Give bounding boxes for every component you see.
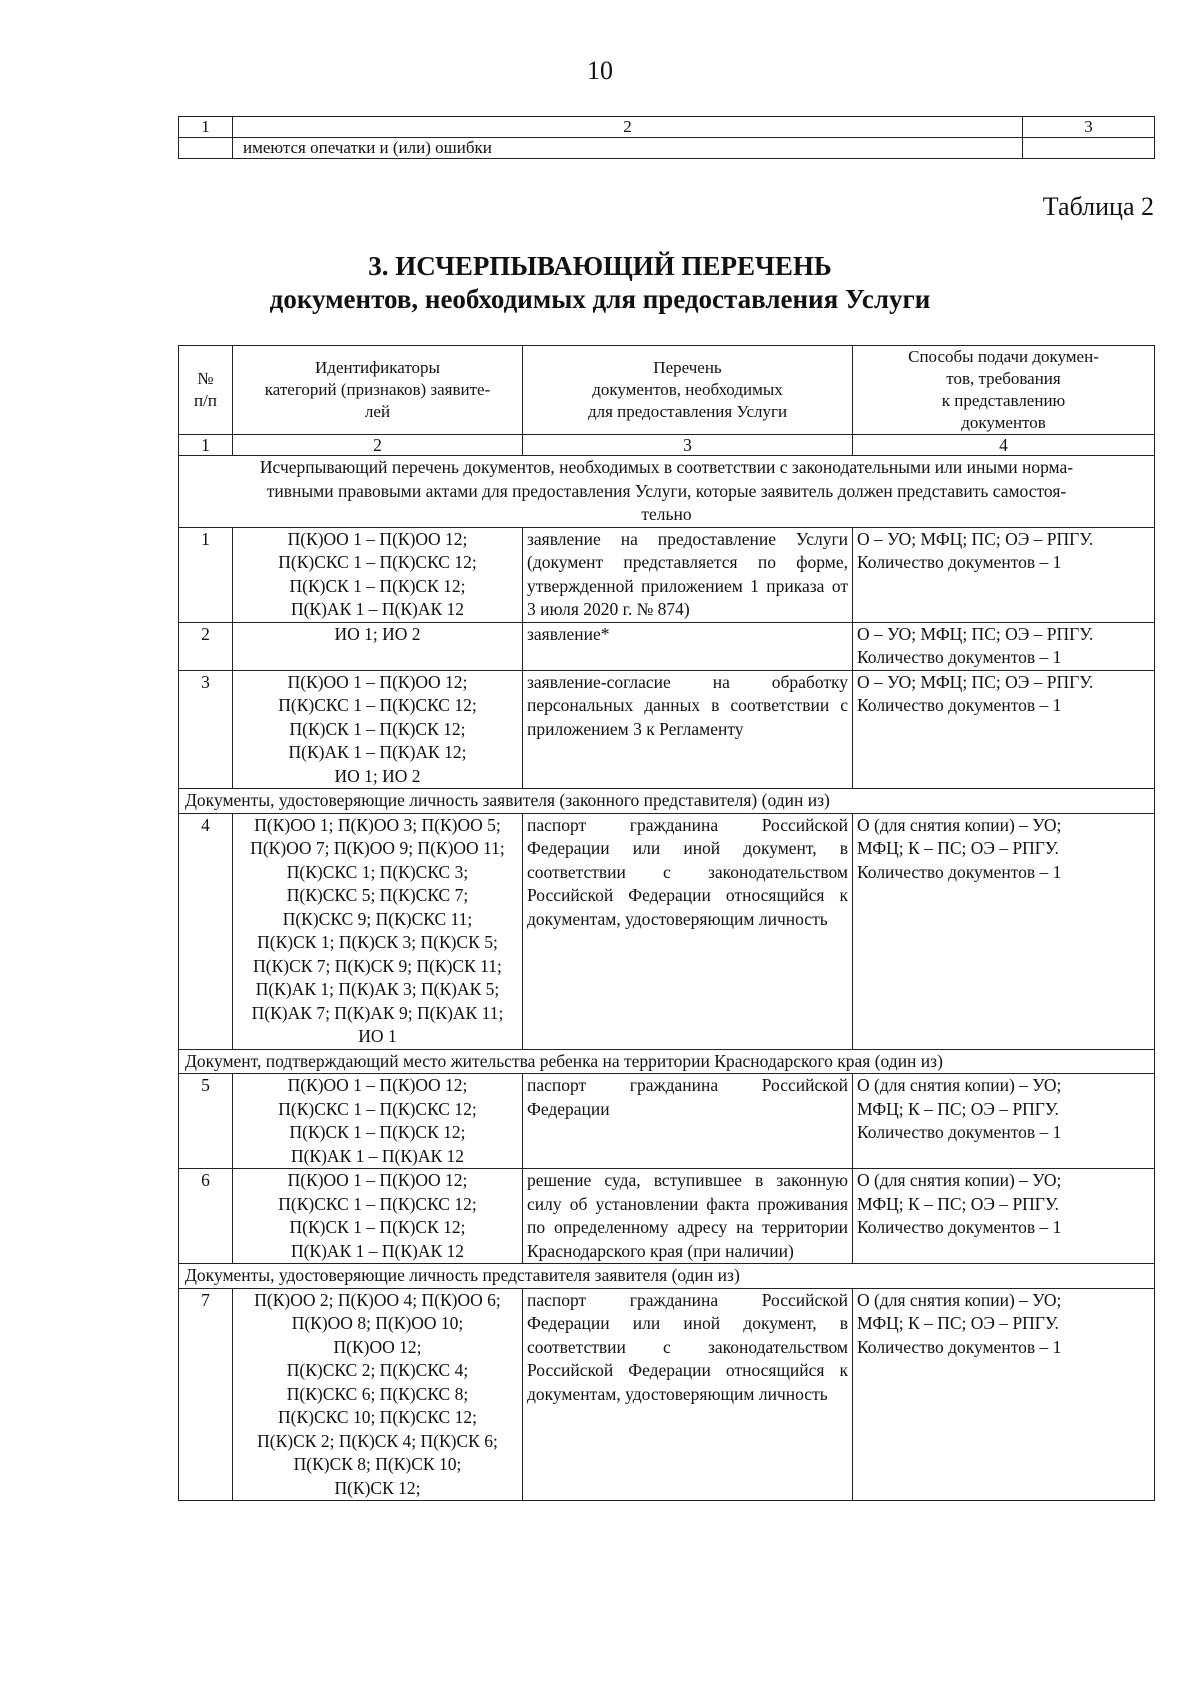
row-documents: решение суда, вступившее в законную силу об установлении факта проживания по определенному адресу на территории Краснодарского края (при наличии) [523,1169,853,1264]
section-header-row [179,1264,1155,1289]
header-identifiers: Идентификаторы категорий (признаков) заявите- лей [233,346,523,435]
documents-table-body [179,346,1155,1501]
row-number: 1 [179,527,233,622]
section-header: Документы, удостоверяющие личность заявителя (законного представителя) (один из) [179,789,1155,814]
row-identifiers: П(К)ОО 1 – П(К)ОО 12; П(К)СКС 1 – П(К)СКС 12; П(К)СК 1 – П(К)СК 12; П(К)АК 1 – П(К)АК 12; ИО 1; ИО 2 [233,670,523,789]
col-number-2: 2 [233,117,1023,138]
header-documents: Перечень документов, необходимых для предоставления Услуги [523,346,853,435]
section-header: Документы, удостоверяющие личность представителя заявителя (один из) [179,1264,1155,1289]
row-number: 2 [179,622,233,670]
row-identifiers: П(К)ОО 1 – П(К)ОО 12; П(К)СКС 1 – П(К)СКС 12; П(К)СК 1 – П(К)СК 12; П(К)АК 1 – П(К)АК 12 [233,527,523,622]
row-methods: О – УО; МФЦ; ПС; ОЭ – РПГУ. Количество документов – 1 [853,670,1155,789]
page-number: 10 [587,56,613,85]
row-identifiers: П(К)ОО 2; П(К)ОО 4; П(К)ОО 6; П(К)ОО 8; П(К)ОО 10; П(К)ОО 12; П(К)СКС 2; П(К)СКС 4; П(К)СКС 6; П(К)СКС 8; П(К)СКС 10; П(К)СКС 12; П(К)СК 2; П(К)СК 4; П(К)СК 6; П(К)СК 8; П(К)СК 10; П(К)СК 12; [233,1288,523,1501]
header-number: № п/п [179,346,233,435]
col-number-3: 3 [1023,117,1155,138]
continuation-table [178,116,1155,159]
header-methods: Способы подачи докумен- тов, требования к представлению документов [853,346,1155,435]
table-header-row [179,346,1155,435]
row-methods: О (для снятия копии) – УО; МФЦ; К – ПС; ОЭ – РПГУ. Количество документов – 1 [853,1074,1155,1169]
table-label: Таблица 2 [1042,192,1154,221]
table-row [179,1074,1155,1169]
row-documents: паспорт гражданина Российской Федерации [523,1074,853,1169]
section-header-row [179,456,1155,528]
row-identifiers: П(К)ОО 1 – П(К)ОО 12; П(К)СКС 1 – П(К)СКС 12; П(К)СК 1 – П(К)СК 12; П(К)АК 1 – П(К)АК 12 [233,1169,523,1264]
col-number-1: 1 [179,117,233,138]
row-documents: паспорт гражданина Российской Федерации или иной документ, в соответствии с законодательством Российской Федерации относящийся к документам, удостоверяющим личность [523,813,853,1049]
row-methods: О (для снятия копии) – УО; МФЦ; К – ПС; ОЭ – РПГУ. Количество документов – 1 [853,813,1155,1049]
row-number: 6 [179,1169,233,1264]
column-number: 2 [233,435,523,456]
row-number: 5 [179,1074,233,1169]
table-row [179,813,1155,1049]
section-title [0,250,1200,316]
row-methods: О (для снятия копии) – УО; МФЦ; К – ПС; ОЭ – РПГУ. Количество документов – 1 [853,1169,1155,1264]
row-number: 7 [179,1288,233,1501]
continuation-row [179,138,1155,159]
row-methods: О (для снятия копии) – УО; МФЦ; К – ПС; ОЭ – РПГУ. Количество документов – 1 [853,1288,1155,1501]
row-documents: заявление* [523,622,853,670]
documents-table [178,345,1155,1501]
row-number: 4 [179,813,233,1049]
row-identifiers: П(К)ОО 1; П(К)ОО 3; П(К)ОО 5; П(К)ОО 7; П(К)ОО 9; П(К)ОО 11; П(К)СКС 1; П(К)СКС 3; П(К)СКС 5; П(К)СКС 7; П(К)СКС 9; П(К)СКС 11; П(К)СК 1; П(К)СК 3; П(К)СК 5; П(К)СК 7; П(К)СК 9; П(К)СК 11; П(К)АК 1; П(К)АК 3; П(К)АК 5; П(К)АК 7; П(К)АК 9; П(К)АК 11; ИО 1 [233,813,523,1049]
row-identifiers: ИО 1; ИО 2 [233,622,523,670]
section-header-row [179,1049,1155,1074]
continuation-header-row [179,117,1155,138]
section-title-line2: документов, необходимых для предоставления Услуги [269,284,931,314]
row-documents: паспорт гражданина Российской Федерации или иной документ, в соответствии с законодательством Российской Федерации относящийся к документам, удостоверяющим личность [523,1288,853,1501]
row-methods: О – УО; МФЦ; ПС; ОЭ – РПГУ. Количество документов – 1 [853,622,1155,670]
row-identifiers: П(К)ОО 1 – П(К)ОО 12; П(К)СКС 1 – П(К)СКС 12; П(К)СК 1 – П(К)СК 12; П(К)АК 1 – П(К)АК 12 [233,1074,523,1169]
row-documents: заявление на предоставление Услуги (документ представляется по форме, утвержденной приложением 1 приказа от 3 июля 2020 г. № 874) [523,527,853,622]
column-number-row [179,435,1155,456]
table-row [179,527,1155,622]
section-header: Исчерпывающий перечень документов, необходимых в соответствии с законодательными или иными норма- тивными правовыми актами для предоставления Услуги, которые заявитель должен представить самостоя- тельно [179,456,1155,528]
section-header: Документ, подтверждающий место жительства ребенка на территории Краснодарского края (один из) [179,1049,1155,1074]
table-row [179,670,1155,789]
table-row [179,622,1155,670]
section-title-line1: 3. ИСЧЕРПЫВАЮЩИЙ ПЕРЕЧЕНЬ [368,251,832,281]
row-documents: заявление-согласие на обработку персональных данных в соответствии с приложением 3 к Регламенту [523,670,853,789]
table-row [179,1288,1155,1501]
section-header-row [179,789,1155,814]
column-number: 3 [523,435,853,456]
row-methods: О – УО; МФЦ; ПС; ОЭ – РПГУ. Количество документов – 1 [853,527,1155,622]
column-number: 4 [853,435,1155,456]
row-number: 3 [179,670,233,789]
table-row [179,1169,1155,1264]
continuation-text: имеются опечатки и (или) ошибки [233,138,1023,159]
column-number: 1 [179,435,233,456]
